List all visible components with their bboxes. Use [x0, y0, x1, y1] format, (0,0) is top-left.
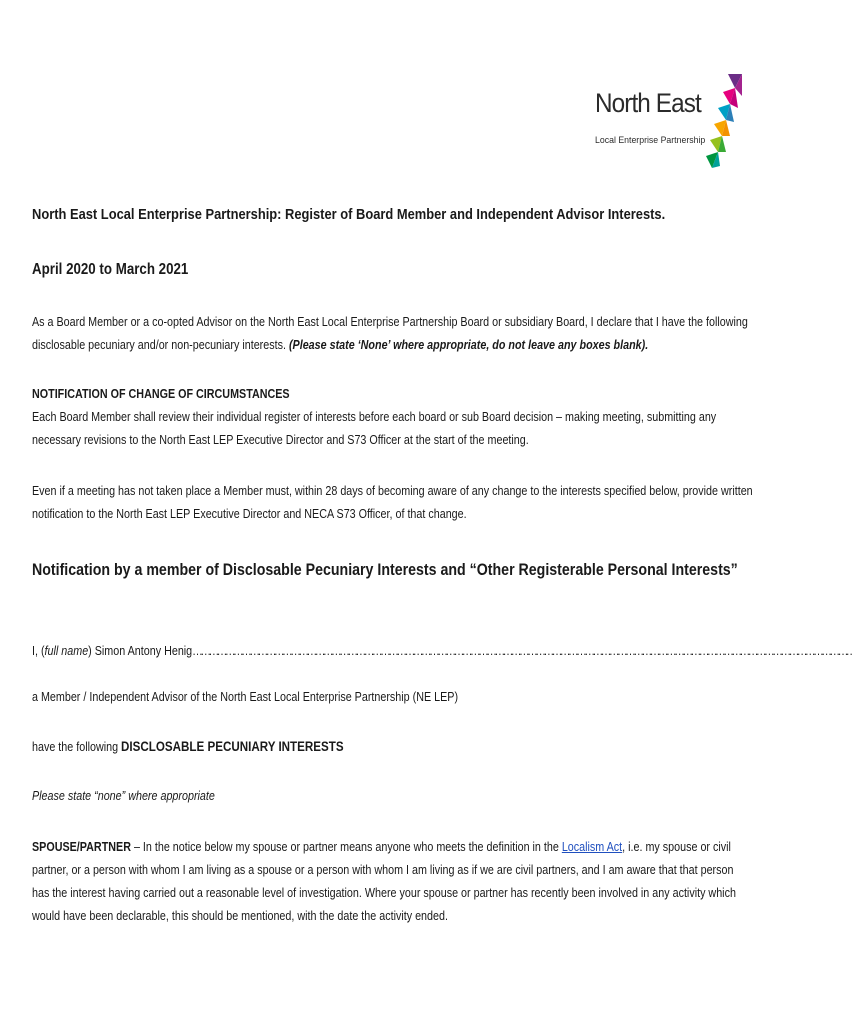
spouse-line-1a: – In the notice below my spouse or partner means anyone who meets the definition in the	[130, 840, 562, 854]
period-heading: April 2020 to March 2021	[32, 261, 189, 278]
spouse-line-4: would have been declarable, this should be mentioned, with the date the activity ended.	[32, 909, 448, 923]
please-state-note: Please state “none” where appropriate	[32, 789, 215, 803]
notification-heading: NOTIFICATION OF CHANGE OF CIRCUMSTANCES	[32, 387, 290, 401]
notification-line-1: Each Board Member shall review their individual register of interests before each board or sub Board decision – making meeting, submitting any	[32, 410, 717, 424]
spouse-line-1b: , i.e. my spouse or civil	[622, 840, 731, 854]
interests-line	[32, 735, 651, 759]
logo-triangles-icon	[698, 74, 742, 170]
spouse-line-2: partner, or a person with whom I am living as a spouse or a person with whom I am living as if we are civil partners, and I am aware that that person	[32, 863, 734, 877]
section-heading: Notification by a member of Disclosable Pecuniary Interests and “Other Registerable Personal Interests”	[32, 561, 738, 579]
intro-line-2: disclosable pecuniary and/or non-pecuniary interests.	[32, 338, 286, 352]
interests-prefix: have the following	[32, 740, 122, 754]
name-prefix: I, (	[32, 644, 45, 658]
full-name-line	[32, 640, 854, 663]
interests-type: DISCLOSABLE PECUNIARY INTERESTS	[121, 739, 344, 754]
intro-note: (Please state ‘None’ where appropriate, do not leave any boxes blank).	[288, 338, 649, 352]
full-name-value: Simon Antony Henig	[94, 644, 193, 658]
name-mid: )	[88, 644, 95, 658]
notification-block	[32, 383, 717, 452]
localism-act-link[interactable]: Localism Act	[561, 840, 623, 854]
deadline-line-2: notification to the North East LEP Executive Director and NECA S73 Officer, of that change.	[32, 507, 467, 521]
intro-line-1: As a Board Member or a co-opted Advisor on the North East Local Enterprise Partnership Board or subsidiary Board, I declare that I have the following	[32, 315, 748, 329]
spouse-partner-label: SPOUSE/PARTNER	[32, 840, 131, 854]
full-name-label: full name	[44, 644, 89, 658]
deadline-line-1: Even if a meeting has not taken place a Member must, within 28 days of becoming aware of any change to the interests specified below, provide written	[32, 484, 753, 498]
spouse-line-3: has the interest having carried out a reasonable level of investigation. Where your spouse or partner has recently been involved in any activity which	[32, 886, 736, 900]
document-title: North East Local Enterprise Partnership: Register of Board Member and Independent Advisor Interests.	[32, 206, 666, 223]
spouse-partner-paragraph	[32, 836, 736, 928]
logo-subtitle: Local Enterprise Partnership	[595, 135, 706, 146]
name-dots: ………………………………………………………………………………………………………………………………………………………………………………………………………………………	[192, 644, 854, 658]
deadline-paragraph	[32, 480, 753, 526]
notification-line-2: necessary revisions to the North East LEP Executive Director and S73 Officer at the start of the meeting.	[32, 433, 529, 447]
intro-paragraph	[32, 311, 748, 357]
logo-title: North East	[595, 88, 701, 118]
member-line: a Member / Independent Advisor of the North East Local Enterprise Partnership (NE LEP)	[32, 690, 459, 704]
lep-logo	[592, 74, 742, 174]
